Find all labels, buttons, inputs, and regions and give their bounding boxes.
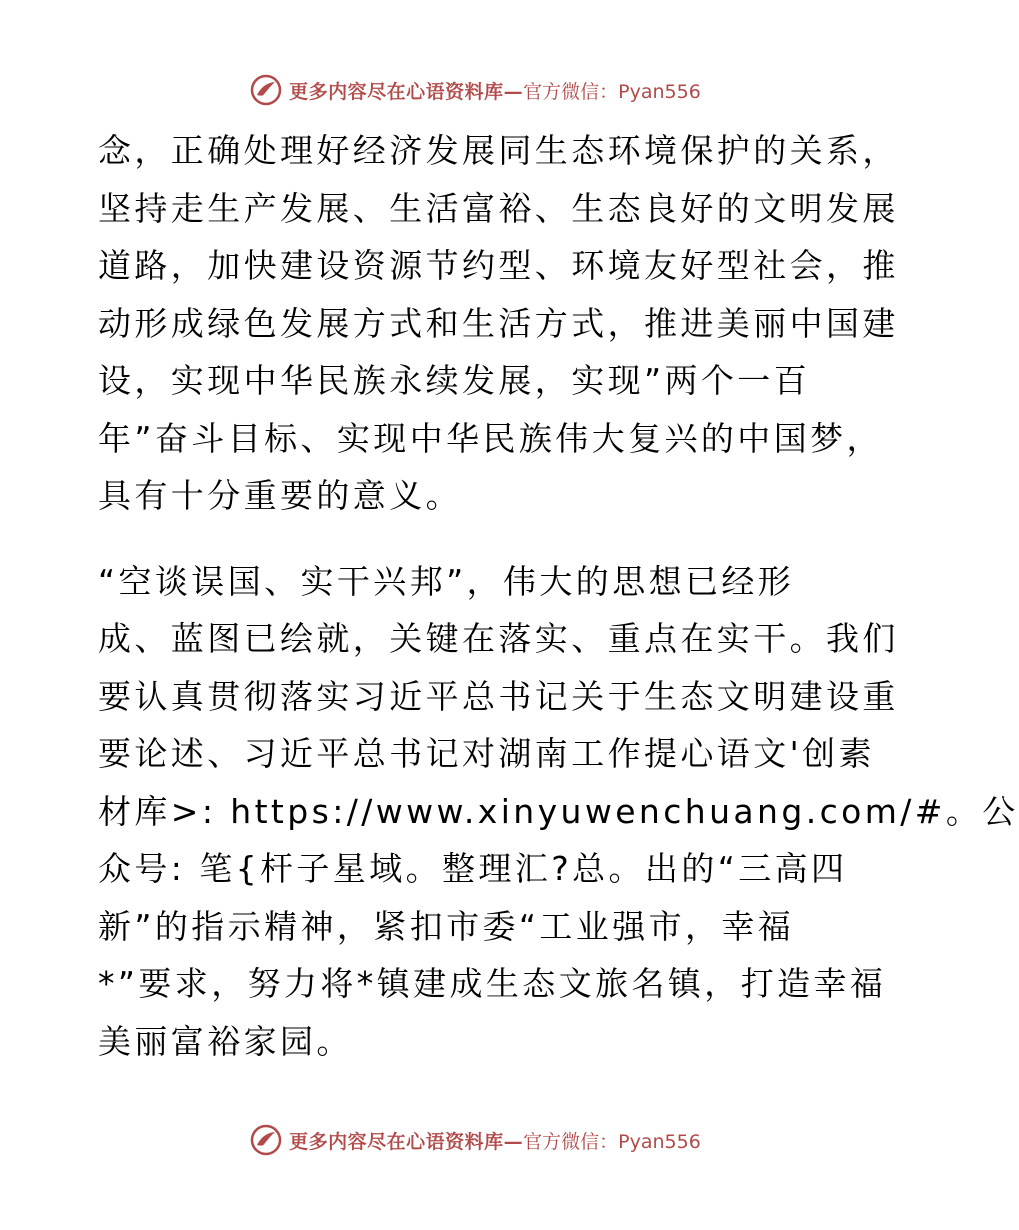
footer-wechat: 官方微信：Pyan556 (523, 1130, 701, 1153)
header-wechat: 官方微信：Pyan556 (523, 80, 701, 103)
text-line: 要论述、习近平总书记对湖南工作提心语文'创素 (98, 734, 875, 773)
text-line: 众号: 笔{杆子星域。整理汇?总。出的“三高四 (98, 849, 848, 888)
text-line: 美丽富裕家园。 (98, 1021, 353, 1061)
text-line: 年”奋斗目标、实现中华民族伟大复兴的中国梦， (98, 418, 883, 458)
header-banner (0, 70, 950, 110)
document-body (98, 122, 1019, 1070)
footer-text: 更多内容尽在心语资料库— (289, 1130, 524, 1153)
paragraph-gap (98, 525, 858, 553)
paragraph-1 (98, 122, 899, 525)
text-line: 成、蓝图已绘就，关键在落实、重点在实干。我们 (98, 619, 899, 658)
logo-icon (249, 1123, 283, 1157)
text-line: 道路，加快建设资源节约型、环境友好型社会，推 (98, 246, 899, 285)
text-line: 坚持走生产发展、生活富裕、生态良好的文明发展 (98, 188, 899, 228)
text-line: 动形成绿色发展方式和生活方式，推进美丽中国建 (98, 303, 899, 343)
text-line: 新”的指示精神，紧扣市委“工业强市，幸福 (98, 906, 795, 946)
text-line: 材库>: https://www.xinyuwenchuang.com/#。公 (98, 791, 1019, 831)
text-line: 具有十分重要的意义。 (98, 476, 462, 515)
paragraph-2 (98, 553, 1019, 1071)
text-line: “空谈误国、实干兴邦”，伟大的思想已经形 (98, 561, 795, 601)
header-text: 更多内容尽在心语资料库— (289, 80, 524, 103)
text-line: 要认真贯彻落实习近平总书记关于生态文明建设重 (98, 676, 899, 716)
text-line: 念，正确处理好经济发展同生态环境保护的关系， (98, 131, 899, 170)
logo-icon (249, 73, 283, 107)
text-line: 设，实现中华民族永续发展，实现”两个一百 (98, 361, 811, 400)
text-line: *”要求，努力将*镇建成生态文旅名镇，打造幸福 (98, 964, 887, 1003)
footer-banner (0, 1120, 950, 1160)
